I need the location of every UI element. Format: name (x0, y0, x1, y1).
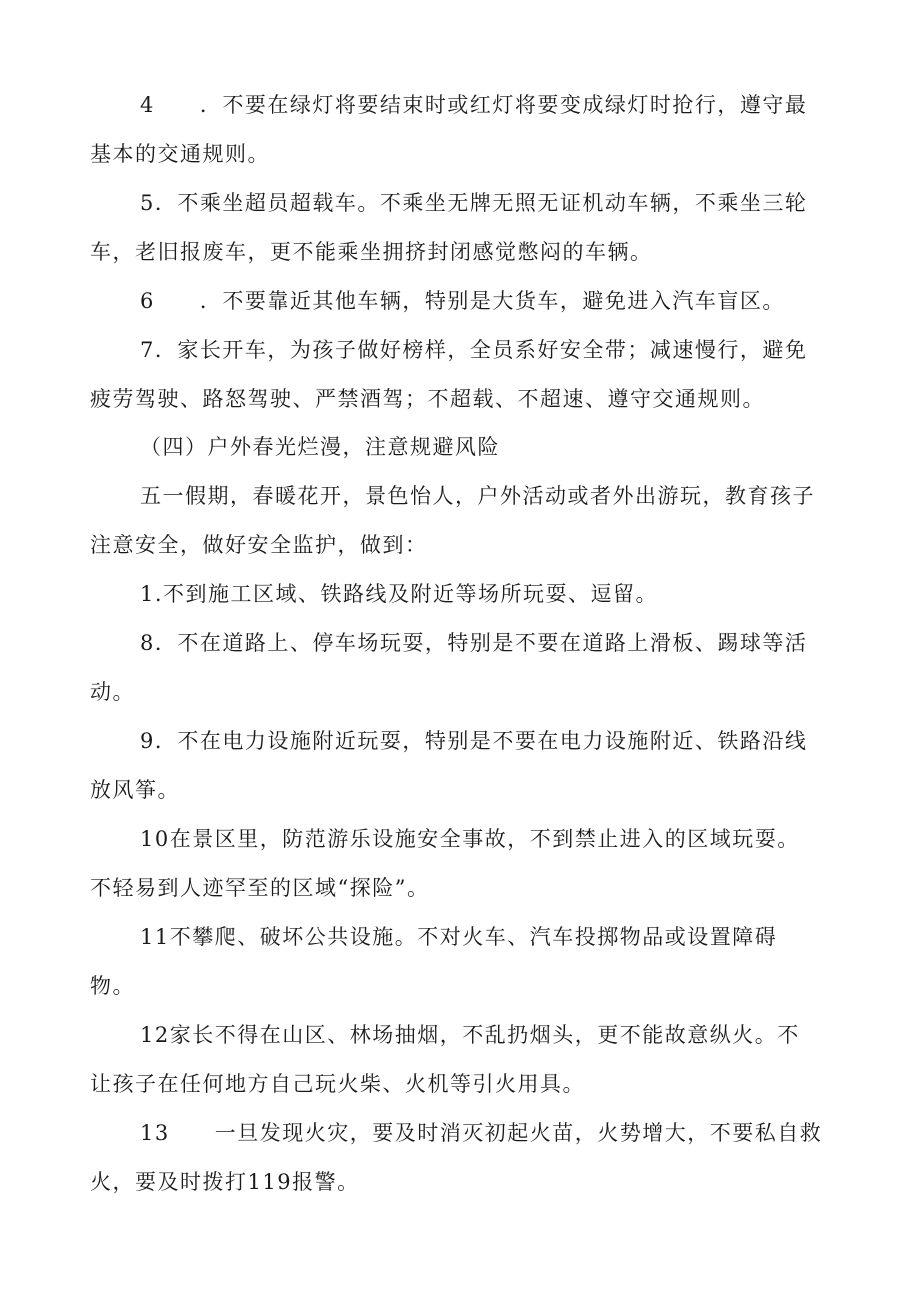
item-5-line-1: 5．不乘坐超员超载车。不乘坐无牌无照无证机动车辆，不乘坐三轮 (140, 191, 808, 215)
outdoor-13-line-2: 火，要及时拨打119报警。 (90, 1170, 360, 1194)
item-7-line-2: 疲劳驾驶、路怒驾驶、严禁酒驾；不超载、不超速、遵守交通规则。 (90, 387, 765, 411)
section-heading: （四）户外春光烂漫，注意规避风险 (140, 435, 500, 459)
outdoor-10-line-2: 不轻易到人迹罕至的区域“探险”。 (90, 876, 430, 900)
outdoor-11-line-2: 物。 (90, 974, 135, 998)
outdoor-11-line-1: 11不攀爬、破坏公共设施。不对火车、汽车投掷物品或设置障碍 (140, 925, 778, 949)
item-5-line-2: 车，老旧报废车，更不能乘坐拥挤封闭感觉憋闷的车辆。 (90, 240, 653, 264)
outdoor-10-line-1: 10在景区里，防范游乐设施安全事故，不到禁止进入的区域玩耍。 (140, 827, 800, 851)
outdoor-8-line-2: 动。 (90, 680, 135, 704)
item-6-line-1: 6 ．不要靠近其他车辆，特别是大货车，避免进入汽车盲区。 (140, 289, 785, 313)
outdoor-8-line-1: 8．不在道路上、停车场玩耍，特别是不要在道路上滑板、踢球等活 (140, 631, 808, 655)
outdoor-12-line-2: 让孩子在任何地方自己玩火柴、火机等引火用具。 (90, 1072, 585, 1096)
outdoor-1-line-1: 1.不到施工区域、铁路线及附近等场所玩耍、逗留。 (140, 582, 659, 606)
item-7-line-1: 7．家长开车，为孩子做好榜样，全员系好安全带；减速慢行，避免 (140, 338, 808, 362)
outdoor-12-line-1: 12家长不得在山区、林场抽烟，不乱扔烟头，更不能故意纵火。不 (140, 1023, 800, 1047)
item-4-line-2: 基本的交通规则。 (90, 142, 270, 166)
outdoor-9-line-2: 放风筝。 (90, 778, 180, 802)
outdoor-13-line-1: 13 一旦发现火灾，要及时消灭初起火苗，火势增大，不要私自救 (140, 1121, 823, 1145)
outdoor-9-line-1: 9．不在电力设施附近玩耍，特别是不要在电力设施附近、铁路沿线 (140, 729, 808, 753)
section-intro-line-1: 五一假期，春暖花开，景色怡人，户外活动或者外出游玩，教育孩子 (140, 484, 815, 508)
item-4-line-1: 4 ．不要在绿灯将要结束时或红灯将要变成绿灯时抢行，遵守最 (140, 93, 808, 117)
section-intro-line-2: 注意安全，做好安全监护，做到： (90, 533, 428, 557)
